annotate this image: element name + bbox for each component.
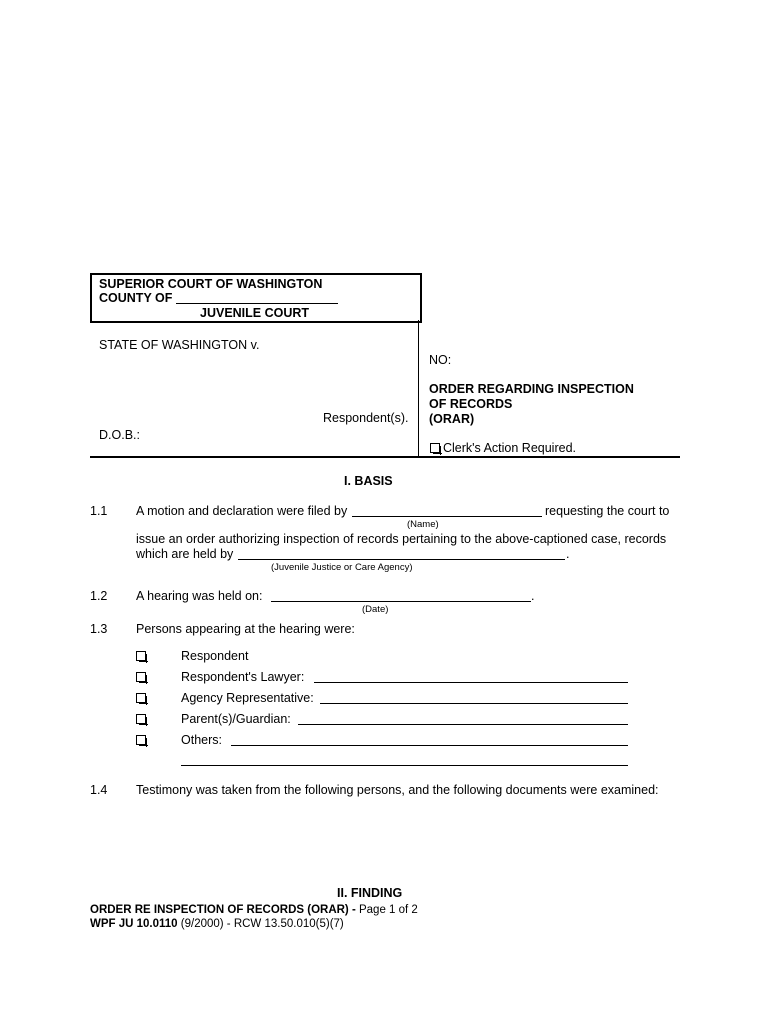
- others-checkbox[interactable]: [136, 735, 146, 745]
- section-number-1-3: 1.3: [90, 622, 108, 636]
- caption-divider: [418, 320, 419, 458]
- document-title-abbrev: (ORAR): [429, 412, 475, 426]
- hearing-period: .: [531, 589, 535, 603]
- county-label: COUNTY OF: [99, 291, 173, 305]
- caption-bottom-rule: [90, 456, 680, 458]
- dob-label: D.O.B.:: [99, 428, 140, 442]
- court-name: SUPERIOR COURT OF WASHINGTON: [99, 277, 323, 291]
- county-field[interactable]: [176, 303, 338, 304]
- section-heading-basis: I. BASIS: [344, 474, 393, 488]
- held-by-text: which are held by: [136, 547, 234, 561]
- testimony-text: Testimony was taken from the following persons, and the following documents were examined:: [136, 783, 659, 797]
- court-division: JUVENILE COURT: [200, 306, 310, 320]
- persons-appearing-text: Persons appearing at the hearing were:: [136, 622, 355, 636]
- footer-form-number: WPF JU 10.0110: [90, 918, 178, 930]
- footer-form-ref: [90, 918, 344, 930]
- date-hint: (Date): [362, 604, 389, 615]
- document-title-line1: ORDER REGARDING INSPECTION: [429, 382, 634, 396]
- footer-title: [90, 904, 418, 916]
- held-by-period: .: [566, 547, 570, 561]
- section-number-1-2: 1.2: [90, 589, 108, 603]
- person-respondent-label: Respondent: [181, 649, 249, 663]
- person-parent-label: Parent(s)/Guardian:: [181, 712, 291, 726]
- others-field-continued[interactable]: [181, 765, 628, 766]
- agency-hint: (Juvenile Justice or Care Agency): [271, 562, 413, 573]
- person-lawyer-label: Respondent's Lawyer:: [181, 670, 305, 684]
- hearing-text: A hearing was held on:: [136, 589, 263, 603]
- lawyer-name-field[interactable]: [314, 682, 628, 683]
- clerk-action-checkbox[interactable]: [430, 443, 440, 453]
- document-title-line2: OF RECORDS: [429, 397, 513, 411]
- respondent-label: Respondent(s).: [323, 411, 409, 425]
- section-number-1-1: 1.1: [90, 504, 108, 518]
- parent-guardian-checkbox[interactable]: [136, 714, 146, 724]
- person-agency-label: Agency Representative:: [181, 691, 314, 705]
- respondent-checkbox[interactable]: [136, 651, 146, 661]
- party-line: STATE OF WASHINGTON v.: [99, 338, 260, 352]
- movant-name-field[interactable]: [352, 516, 542, 517]
- respondent-lawyer-checkbox[interactable]: [136, 672, 146, 682]
- others-field[interactable]: [231, 745, 628, 746]
- footer-form-title: ORDER RE INSPECTION OF RECORDS (ORAR) -: [90, 904, 356, 916]
- section-number-1-4: 1.4: [90, 783, 108, 797]
- footer-form-statute: (9/2000) - RCW 13.50.010(5)(7): [177, 918, 344, 930]
- clerk-action-label: Clerk's Action Required.: [443, 441, 577, 455]
- agency-field[interactable]: [238, 559, 565, 560]
- agency-rep-checkbox[interactable]: [136, 693, 146, 703]
- parent-guardian-field[interactable]: [298, 724, 628, 725]
- case-number-label: NO:: [429, 353, 452, 367]
- motion-text: A motion and declaration were filed by: [136, 504, 348, 518]
- agency-rep-field[interactable]: [320, 703, 628, 704]
- hearing-date-field[interactable]: [271, 601, 531, 602]
- person-others-label: Others:: [181, 733, 222, 747]
- order-text: issue an order authorizing inspection of records pertaining to the above-captioned case, records: [136, 532, 667, 546]
- section-heading-finding: II. FINDING: [337, 886, 403, 900]
- name-hint: (Name): [407, 519, 439, 530]
- requesting-text: requesting the court to: [545, 504, 670, 518]
- footer-page: Page 1 of 2: [355, 904, 418, 916]
